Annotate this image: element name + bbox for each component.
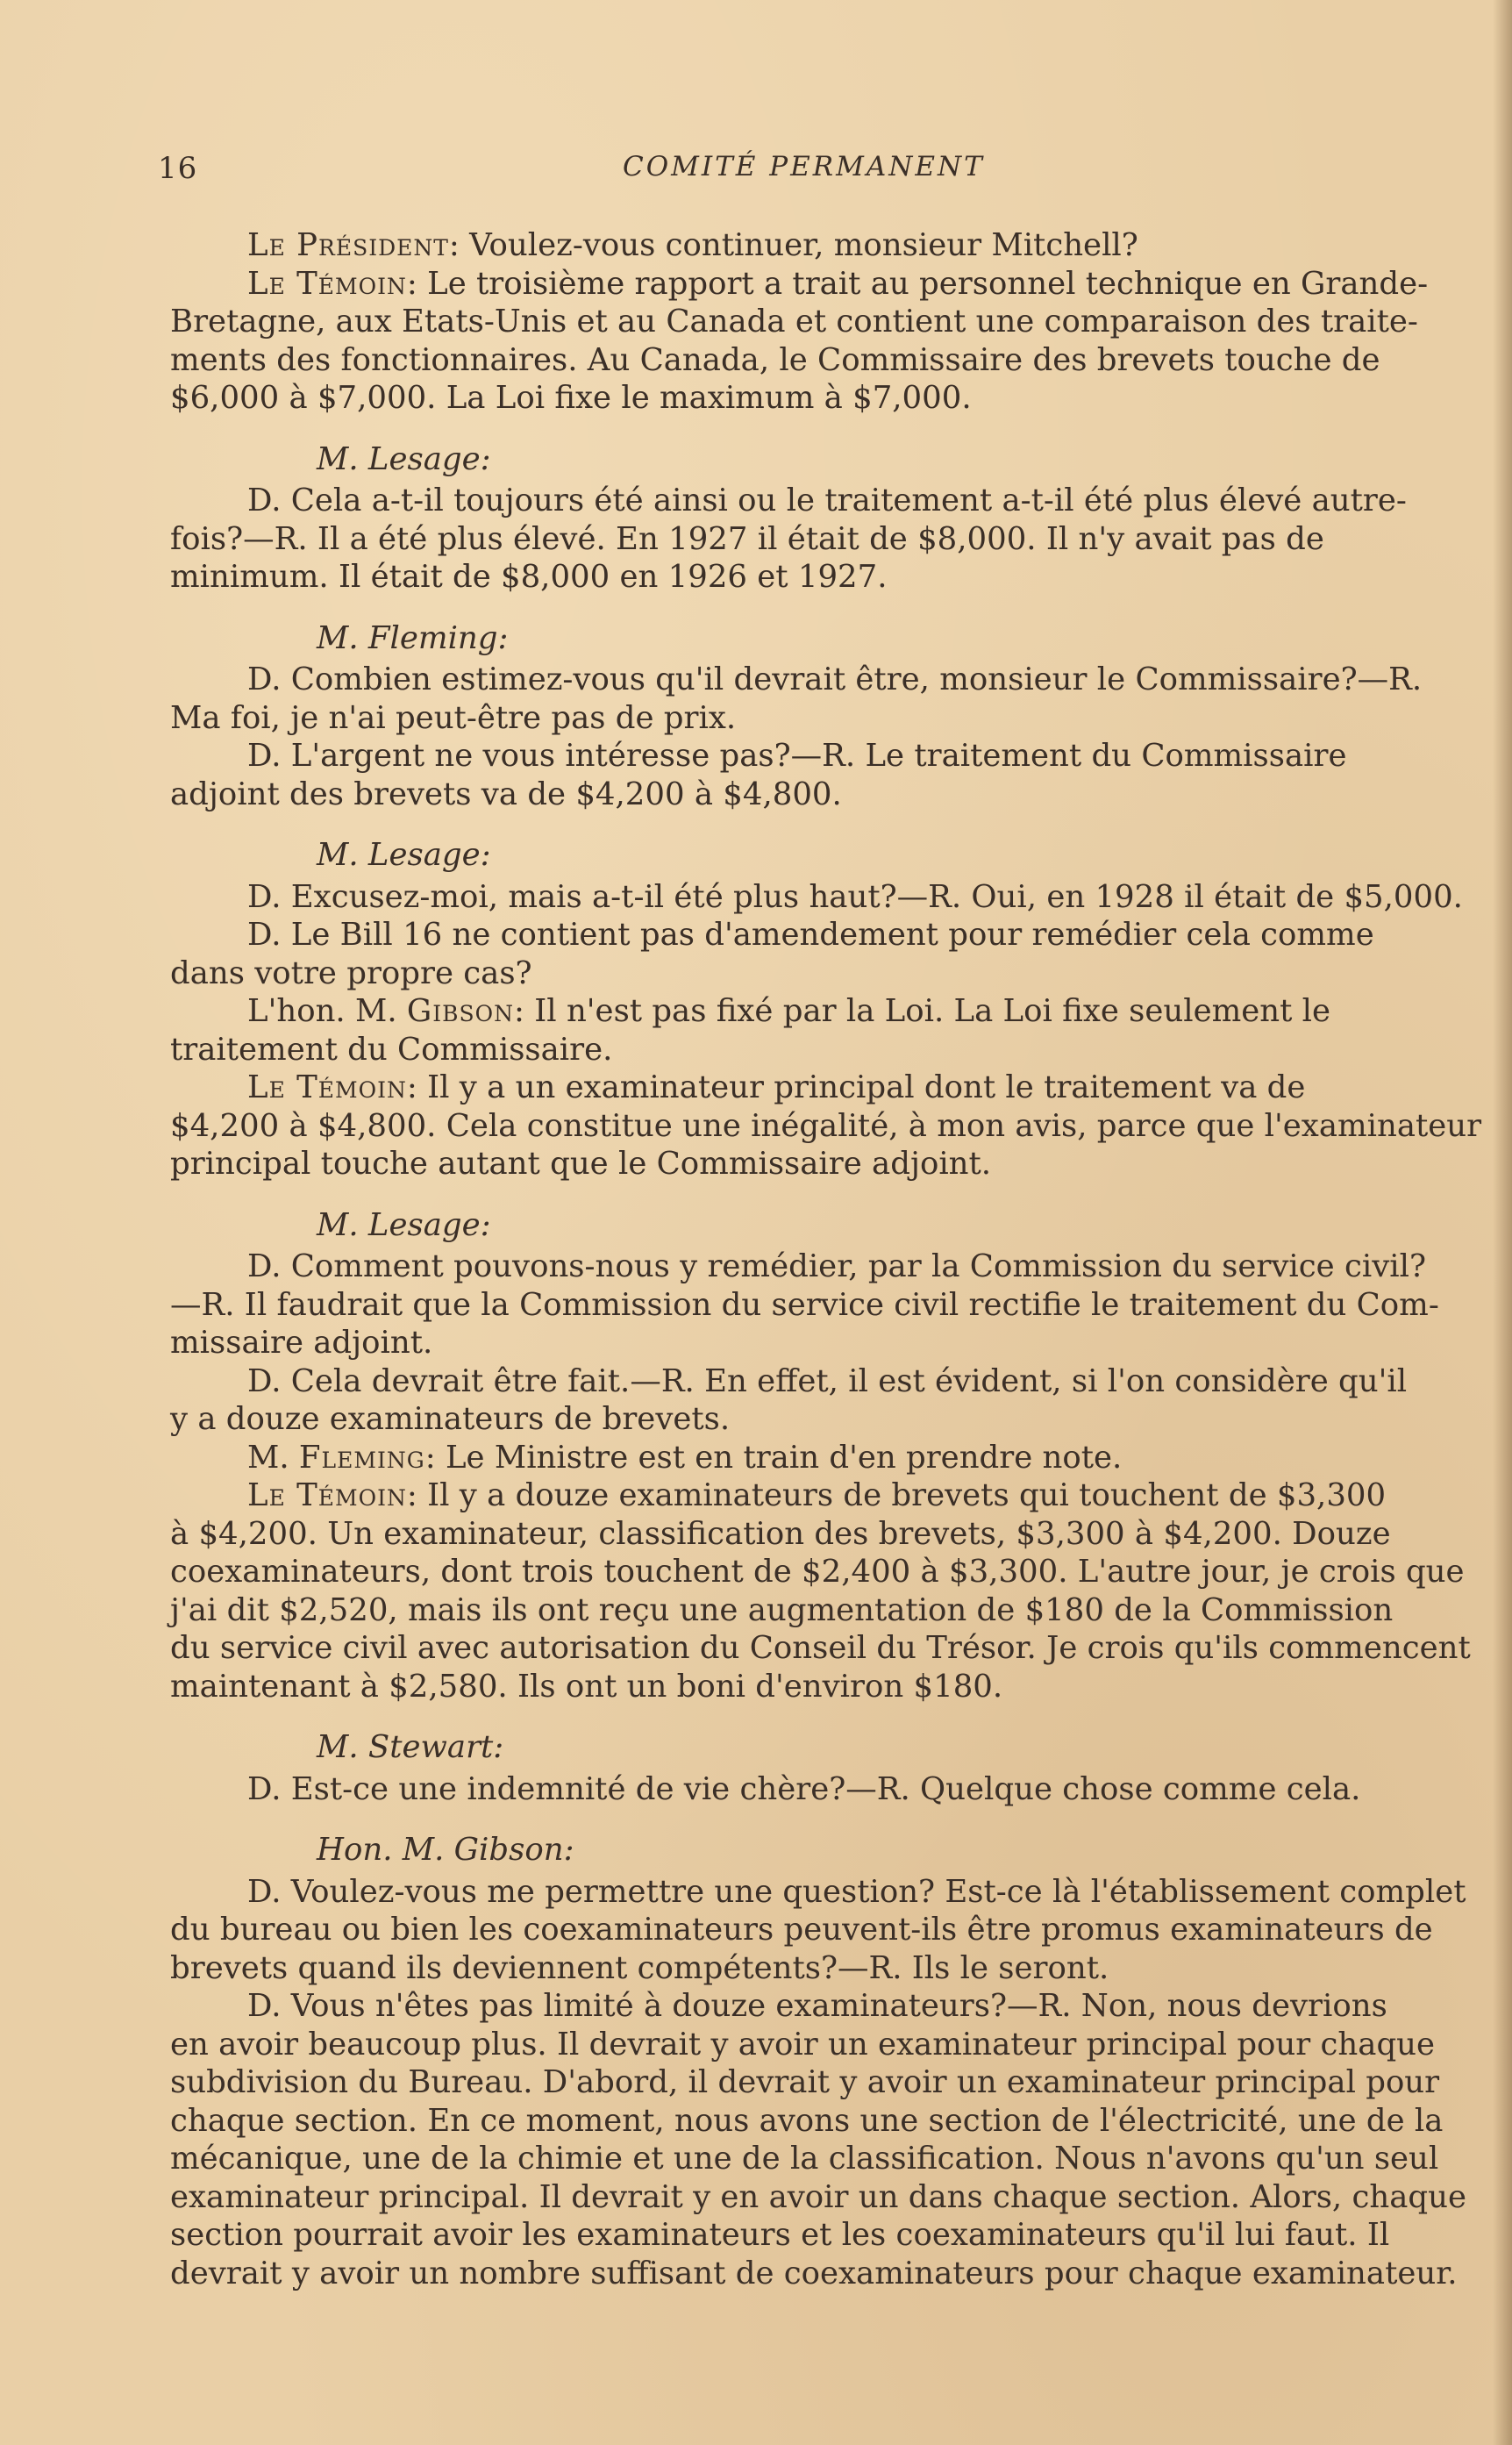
paragraph-line: D. Comment pouvons-nous y remédier, par la Commission du service civil?	[247, 1248, 1426, 1284]
paragraph-line: dans votre propre cas?	[170, 954, 532, 991]
speaker-role: Le Président	[247, 227, 449, 263]
speaker-role: Gibson	[406, 993, 515, 1029]
paragraph-line	[170, 226, 1491, 265]
line-text: : Il y a douze examinateurs de brevets qui touchent de $3,300	[406, 1477, 1387, 1513]
paragraph-line: fois?—R. Il a été plus élevé. En 1927 il était de $8,000. Il n'y avait pas de	[170, 520, 1324, 557]
paragraph-line: missaire adjoint.	[170, 1325, 433, 1361]
paragraph-line: Bretagne, aux Etats-Unis et au Canada et contient une comparaison des traite-	[170, 304, 1418, 340]
paragraph-line: subdivision du Bureau. D'abord, il devrait y avoir un examinateur principal pour	[170, 2064, 1440, 2100]
paragraph-line: D. Vous n'êtes pas limité à douze examinateurs?—R. Non, nous devrions	[247, 1988, 1387, 2024]
line-text: : Voulez-vous continuer, monsieur Mitchell?	[448, 227, 1138, 263]
paragraph-line	[170, 265, 1491, 304]
speaker-role: Fleming	[298, 1439, 425, 1476]
paragraph-line: adjoint des brevets va de $4,200 à $4,800.	[170, 776, 842, 812]
speaker-heading: M. Lesage:	[317, 837, 491, 873]
speaker-heading: M. Lesage:	[317, 440, 491, 477]
paragraph-line	[170, 992, 1491, 1031]
paragraph-line: D. Excusez-moi, mais a-t-il été plus haut?—R. Oui, en 1928 il était de $5,000.	[247, 878, 1463, 915]
paragraph-line: y a douze examinateurs de brevets.	[170, 1401, 731, 1437]
paragraph-line: mécanique, une de la chimie et une de la classification. Nous n'avons qu'un seul	[170, 2141, 1439, 2177]
paragraph-line: à $4,200. Un examinateur, classification des brevets, $3,300 à $4,200. Douze	[170, 1515, 1391, 1552]
line-text: : Il y a un examinateur principal dont le traitement va de	[406, 1069, 1306, 1105]
paragraph-line: Ma foi, je n'ai peut-être pas de prix.	[170, 699, 737, 736]
transcript-body	[170, 226, 1491, 2292]
paragraph-line: D. Cela a-t-il toujours été ainsi ou le traitement a-t-il été plus élevé autre-	[247, 483, 1407, 518]
page-number: 16	[158, 151, 198, 186]
paragraph-line: chaque section. En ce moment, nous avons une section de l'électricité, une de la	[170, 2102, 1444, 2139]
paragraph-line: du service civil avec autorisation du Conseil du Trésor. Je crois qu'ils commencent	[170, 1630, 1471, 1666]
speaker-heading: M. Lesage:	[317, 1206, 491, 1243]
line-text: : Il n'est pas fixé par la Loi. La Loi fixe seulement le	[514, 993, 1331, 1029]
paragraph-line: $6,000 à $7,000. La Loi fixe le maximum à $7,000.	[170, 380, 972, 416]
line-text: L'hon. M.	[247, 993, 407, 1029]
speaker-role: Le Témoin	[247, 265, 407, 302]
paragraph-line: D. Combien estimez-vous qu'il devrait être, monsieur le Commissaire?—R.	[247, 661, 1423, 697]
paragraph-line: D. Voulez-vous me permettre une question? Est-ce là l'établissement complet	[247, 1873, 1466, 1910]
paragraph-line: devrait y avoir un nombre suffisant de coexaminateurs pour chaque examinateur.	[170, 2255, 1458, 2291]
line-text: : Le troisième rapport a trait au personnel technique en Grande-	[406, 265, 1429, 302]
speaker-heading: Hon. M. Gibson:	[317, 1832, 574, 1868]
running-title: COMITÉ PERMANENT	[623, 151, 985, 182]
speaker-role: Le Témoin	[247, 1477, 407, 1513]
paragraph-line: D. Le Bill 16 ne contient pas d'amendement pour remédier cela comme	[247, 917, 1374, 953]
page-edge-shadow	[1493, 0, 1512, 2445]
paragraph-line: j'ai dit $2,520, mais ils ont reçu une augmentation de $180 de la Commission	[170, 1591, 1394, 1628]
paragraph-line: coexaminateurs, dont trois touchent de $2,400 à $3,300. L'autre jour, je crois que	[170, 1554, 1465, 1590]
speaker-heading: M. Stewart:	[317, 1729, 504, 1765]
paragraph-line: brevets quand ils deviennent compétents?—R. Ils le seront.	[170, 1949, 1109, 1986]
page-header	[158, 151, 1351, 195]
paragraph-line: principal touche autant que le Commissaire adjoint.	[170, 1146, 992, 1182]
speaker-role: Le Témoin	[247, 1069, 407, 1105]
paragraph-line: minimum. Il était de $8,000 en 1926 et 1927.	[170, 559, 888, 595]
paragraph-line: examinateur principal. Il devrait y en avoir un dans chaque section. Alors, chaque	[170, 2178, 1466, 2215]
speaker-heading: M. Fleming:	[317, 619, 509, 656]
paragraph-line: traitement du Commissaire.	[170, 1031, 613, 1068]
paragraph-line: $4,200 à $4,800. Cela constitue une inégalité, à mon avis, parce que l'examinateur	[170, 1107, 1482, 1144]
paragraph-line: D. Est-ce une indemnité de vie chère?—R. Quelque chose comme cela.	[247, 1770, 1361, 1807]
paragraph-line: D. L'argent ne vous intéresse pas?—R. Le traitement du Commissaire	[247, 738, 1347, 774]
paragraph-line: —R. Il faudrait que la Commission du service civil rectifie le traitement du Com-	[170, 1286, 1439, 1323]
paragraph-line: maintenant à $2,580. Ils ont un boni d'environ $180.	[170, 1668, 1003, 1705]
paragraph-line	[170, 1069, 1491, 1107]
paragraph-line: D. Cela devrait être fait.—R. En effet, il est évident, si l'on considère qu'il	[247, 1362, 1408, 1399]
line-text: : Le Ministre est en train d'en prendre note.	[424, 1439, 1123, 1476]
line-text: M.	[247, 1439, 299, 1476]
paragraph-line	[170, 1476, 1491, 1515]
paragraph-line: ments des fonctionnaires. Au Canada, le Commissaire des brevets touche de	[170, 341, 1380, 378]
paragraph-line: du bureau ou bien les coexaminateurs peuvent-ils être promus examinateurs de	[170, 1912, 1433, 1948]
paragraph-line: section pourrait avoir les examinateurs et les coexaminateurs qu'il lui faut. Il	[170, 2217, 1390, 2253]
paragraph-line	[170, 1439, 1491, 1477]
paragraph-line: en avoir beaucoup plus. Il devrait y avoir un examinateur principal pour chaque	[170, 2026, 1436, 2063]
